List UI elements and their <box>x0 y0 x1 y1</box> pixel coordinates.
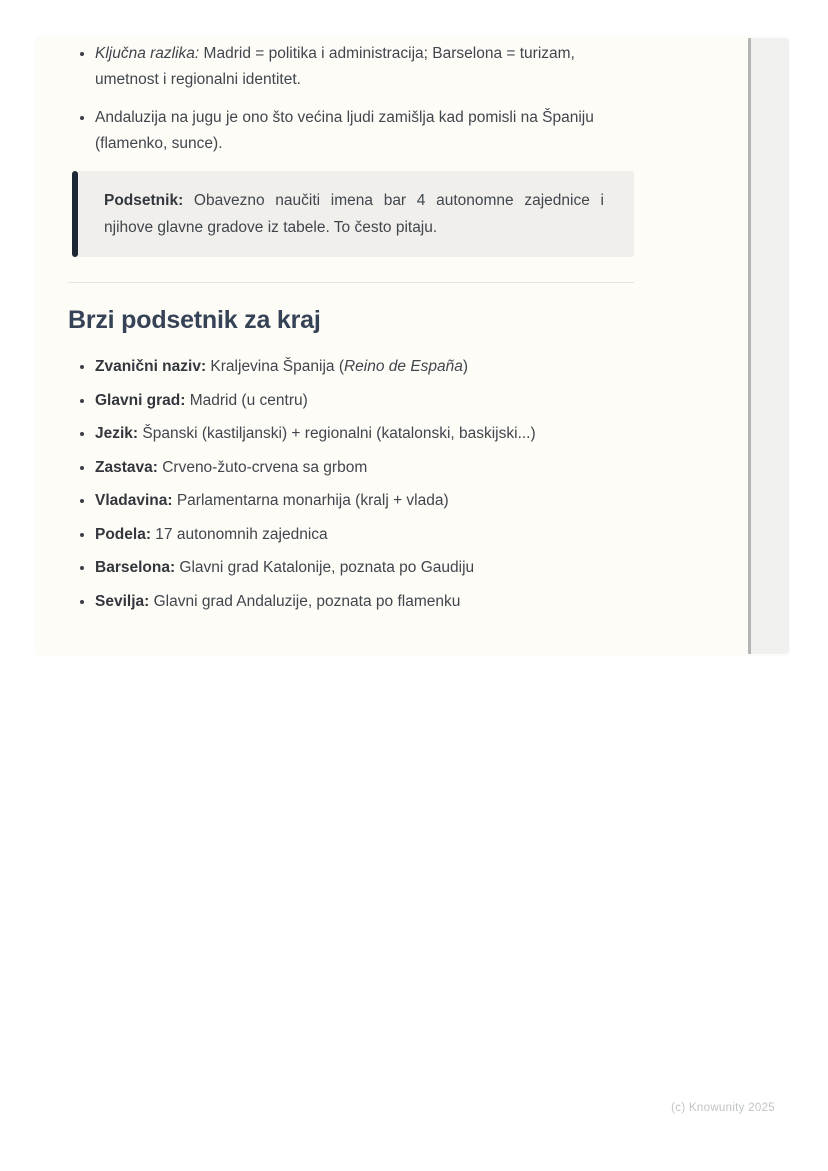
item-label: Vladavina: <box>95 492 173 509</box>
item-italic: Reino de España <box>343 358 463 375</box>
item-text: Španski (kastiljanski) + regionalni (katalonski, baskijski...) <box>138 425 536 442</box>
item-suffix: ) <box>462 358 469 375</box>
item-text: Glavni grad Katalonije, poznata po Gaudiju <box>175 559 475 576</box>
item-label: Jezik: <box>95 425 139 442</box>
list-item-text: Madrid = politika i administracija; Barselona = turizam, umetnost i regionalni identitet. <box>95 45 575 88</box>
list-item <box>95 555 634 581</box>
list-item <box>95 388 634 414</box>
page-content <box>68 41 634 622</box>
list-item-text: Andaluzija na jugu je ono što većina ljudi zamišlja kad pomisli na Španiju (flamenko, sunce). <box>95 109 594 152</box>
copyright-text: (c) Knowunity 2025 <box>671 1102 775 1114</box>
list-item <box>95 41 634 93</box>
list-item <box>95 354 634 380</box>
list-item <box>95 589 634 615</box>
item-label: Zvanični naziv: <box>95 358 207 375</box>
list-item <box>95 522 634 548</box>
item-text: Parlamentarna monarhija (kralj + vlada) <box>172 492 449 509</box>
list-item <box>95 488 634 514</box>
item-label: Zastava: <box>95 458 158 476</box>
document-page <box>36 37 789 655</box>
callout-text <box>78 171 634 257</box>
reminder-label: Podsetnik: <box>104 192 184 209</box>
reminder-text: Obavezno naučiti imena bar 4 autonomne zajednice i njihove glavne gradove iz tabele. To često pitaju. <box>104 192 604 236</box>
item-text: Kraljevina Španija ( <box>206 358 344 375</box>
scrollbar-track[interactable] <box>748 38 789 654</box>
list-item <box>95 455 634 481</box>
item-text: Glavni grad Andaluzije, poznata po flamenku <box>149 592 461 610</box>
summary-list <box>68 354 634 615</box>
section-divider <box>68 282 634 283</box>
item-text: Crveno-žuto-crvena sa grbom <box>157 458 368 476</box>
item-text: 17 autonomnih zajednica <box>150 525 328 543</box>
item-label: Sevilja: <box>95 592 150 610</box>
list-item <box>95 421 634 447</box>
top-bullet-list <box>68 41 634 157</box>
item-text: Madrid (u centru) <box>185 391 308 409</box>
item-label: Podela: <box>95 525 151 543</box>
item-label: Barselona: <box>95 559 176 576</box>
item-label: Glavni grad: <box>95 391 186 409</box>
reminder-callout <box>72 171 634 257</box>
page-title: Brzi podsetnik za kraj <box>68 306 321 334</box>
list-item <box>95 105 634 157</box>
key-difference-lead: Ključna razlika: <box>95 45 200 62</box>
